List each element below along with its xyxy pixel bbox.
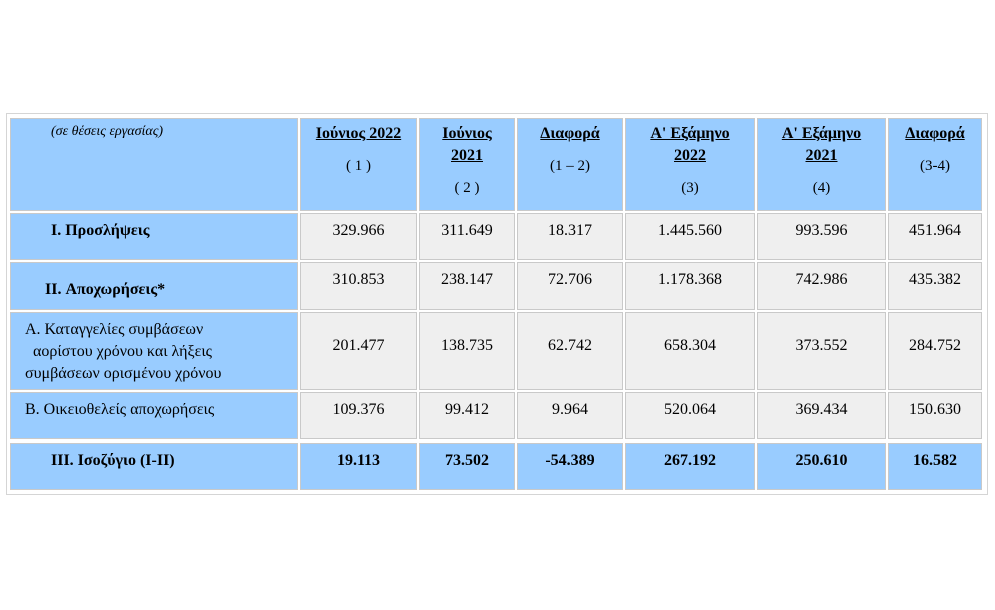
table-cell: 238.147 bbox=[419, 262, 515, 310]
col-title: Α' Εξάμηνο 2022 bbox=[650, 125, 730, 164]
col-title: Α' Εξάμηνο 2021 bbox=[781, 125, 862, 164]
table-cell: 267.192 bbox=[625, 443, 755, 490]
table-cell: 99.412 bbox=[419, 392, 515, 439]
table-cell: 18.317 bbox=[517, 213, 623, 260]
col-title: Ιούνιος 2021 bbox=[442, 125, 492, 164]
table-cell: 201.477 bbox=[300, 312, 417, 390]
unit-label: (σε θέσεις εργασίας) bbox=[10, 118, 298, 211]
table-cell: 19.113 bbox=[300, 443, 417, 490]
table-cell: 373.552 bbox=[757, 312, 886, 390]
table-cell: 250.610 bbox=[757, 443, 886, 490]
table-cell: -54.389 bbox=[517, 443, 623, 490]
table-cell: 451.964 bbox=[888, 213, 982, 260]
table-cell: 9.964 bbox=[517, 392, 623, 439]
table-cell: 311.649 bbox=[419, 213, 515, 260]
col-sub: (4) bbox=[812, 180, 831, 196]
col-header-june-2021 bbox=[419, 118, 515, 211]
col-title: Διαφορά bbox=[540, 125, 600, 142]
table-cell: 16.582 bbox=[888, 443, 982, 490]
col-sub: ( 2 ) bbox=[454, 180, 480, 196]
table-cell: 109.376 bbox=[300, 392, 417, 439]
table-cell: 993.596 bbox=[757, 213, 886, 260]
col-header-diff-2 bbox=[888, 118, 982, 211]
row-label-balance: III. Ισοζύγιο (I-II) bbox=[10, 443, 298, 490]
table-cell: 369.434 bbox=[757, 392, 886, 439]
table-cell: 62.742 bbox=[517, 312, 623, 390]
col-sub: (3-4) bbox=[920, 158, 950, 174]
col-header-diff-1 bbox=[517, 118, 623, 211]
table-cell: 658.304 bbox=[625, 312, 755, 390]
table-cell: 73.502 bbox=[419, 443, 515, 490]
row-label-departures: II. Αποχωρήσεις* bbox=[10, 262, 298, 310]
col-title: Διαφορά bbox=[905, 125, 965, 142]
table-cell: 310.853 bbox=[300, 262, 417, 310]
table-cell: 72.706 bbox=[517, 262, 623, 310]
table-cell: 520.064 bbox=[625, 392, 755, 439]
table-cell: 150.630 bbox=[888, 392, 982, 439]
table-cell: 1.445.560 bbox=[625, 213, 755, 260]
label-line: συμβάσεων ορισμένου χρόνου bbox=[25, 365, 222, 382]
col-sub: (3) bbox=[681, 180, 699, 196]
table-cell: 329.966 bbox=[300, 213, 417, 260]
col-sub: ( 1 ) bbox=[346, 158, 371, 174]
table-cell: 742.986 bbox=[757, 262, 886, 310]
row-label-voluntary: Β. Οικειοθελείς αποχωρήσεις bbox=[10, 392, 298, 439]
col-header-h1-2021 bbox=[757, 118, 886, 211]
table-cell: 1.178.368 bbox=[625, 262, 755, 310]
col-header-h1-2022 bbox=[625, 118, 755, 211]
table-cell: 138.735 bbox=[419, 312, 515, 390]
label-line: αορίστου χρόνου και λήξεις bbox=[33, 343, 212, 360]
col-sub: (1 – 2) bbox=[550, 158, 590, 174]
table-cell: 284.752 bbox=[888, 312, 982, 390]
col-header-june-2022 bbox=[300, 118, 417, 211]
row-label-hires: I. Προσλήψεις bbox=[10, 213, 298, 260]
table-cell: 435.382 bbox=[888, 262, 982, 310]
label-line: Α. Καταγγελίες συμβάσεων bbox=[25, 321, 204, 338]
col-title: Ιούνιος 2022 bbox=[315, 125, 402, 142]
row-label-terminations bbox=[10, 312, 298, 390]
